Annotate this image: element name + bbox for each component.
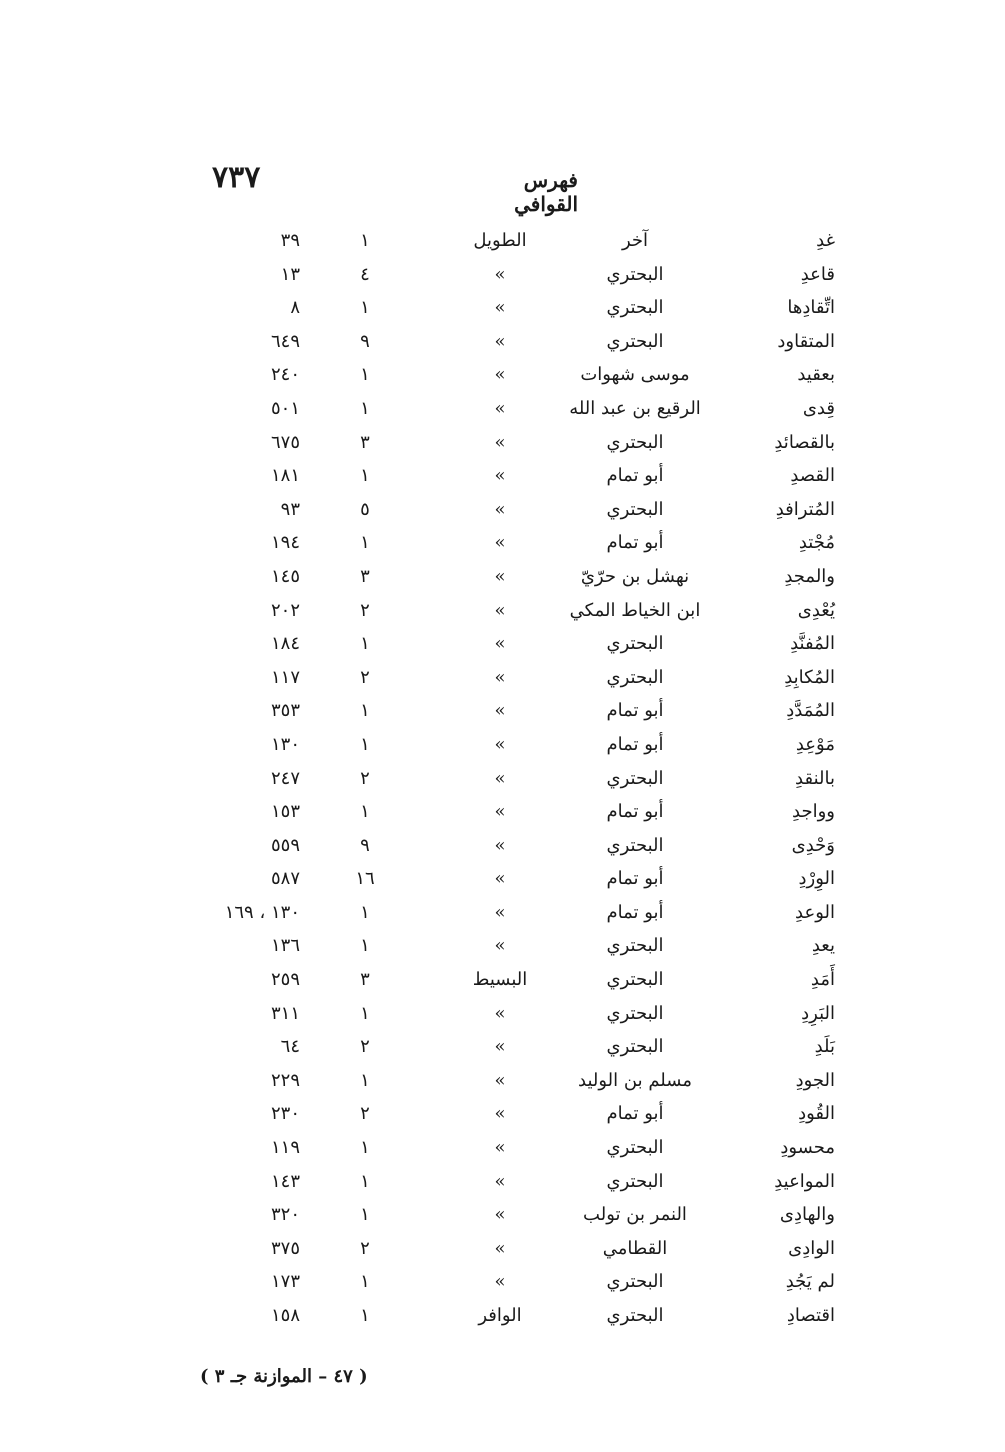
count-cell: ١٦ bbox=[355, 868, 375, 890]
meter-cell: » bbox=[494, 263, 506, 285]
count-cell: ٥ bbox=[360, 498, 370, 520]
page-cell: ٢٤٧ bbox=[270, 767, 300, 789]
meter-cell: » bbox=[494, 666, 506, 688]
meter-cell: الطويل bbox=[473, 230, 527, 251]
meter-cell: » bbox=[494, 297, 506, 319]
table-row bbox=[0, 562, 1005, 596]
meter-cell: » bbox=[494, 498, 506, 520]
table-row bbox=[0, 629, 1005, 663]
page-cell: ١٣٠ ، ١٦٩ bbox=[224, 901, 300, 923]
poet-cell: البحتري bbox=[606, 1036, 664, 1058]
table-row bbox=[0, 965, 1005, 999]
page-title: فهرس القوافي bbox=[514, 168, 578, 216]
meter-cell: » bbox=[494, 1237, 506, 1259]
count-cell: ١ bbox=[360, 1170, 370, 1192]
count-cell: ١ bbox=[360, 901, 370, 923]
poet-cell: البحتري bbox=[606, 767, 664, 789]
page-cell: ٢٠٢ bbox=[270, 599, 300, 621]
table-row bbox=[0, 1167, 1005, 1201]
page-cell: ٣٢٠ bbox=[270, 1204, 300, 1226]
page-cell: ٩٣ bbox=[280, 498, 300, 520]
poet-cell: أبو تمام bbox=[606, 700, 664, 722]
poet-cell: أبو تمام bbox=[606, 801, 664, 823]
poet-cell: البحتري bbox=[606, 330, 664, 352]
table-row bbox=[0, 898, 1005, 932]
page-cell: ١٥٣ bbox=[270, 801, 300, 823]
meter-cell: » bbox=[494, 801, 506, 823]
poet-cell: نهشل بن حرّيّ bbox=[580, 565, 690, 587]
rhyme-cell: بالنقدِ bbox=[795, 767, 835, 789]
meter-cell: » bbox=[494, 700, 506, 722]
page-cell: ٦٧٥ bbox=[270, 431, 300, 453]
table-row bbox=[0, 764, 1005, 798]
poet-cell: النمر بن تولب bbox=[583, 1204, 687, 1226]
meter-cell: » bbox=[494, 868, 506, 890]
page-cell: ١٤٣ bbox=[270, 1170, 300, 1192]
meter-cell: » bbox=[494, 1137, 506, 1159]
poet-cell: موسى شهوات bbox=[580, 364, 690, 386]
count-cell: ١ bbox=[360, 935, 370, 957]
footer-signature: ( ٤٧ – الموازنة جـ ٣ ) bbox=[200, 1366, 368, 1387]
table-row bbox=[0, 428, 1005, 462]
poet-cell: البحتري bbox=[606, 297, 664, 319]
table-row bbox=[0, 831, 1005, 865]
rhyme-cell: أَمَدِ bbox=[810, 969, 835, 991]
rhyme-cell: يُعْدِى bbox=[797, 599, 835, 621]
poet-cell: القطامي bbox=[602, 1237, 668, 1259]
table-row bbox=[0, 696, 1005, 730]
table-row bbox=[0, 226, 1005, 260]
page-cell: ٣٥٣ bbox=[270, 700, 300, 722]
meter-cell: » bbox=[494, 532, 506, 554]
meter-cell: » bbox=[494, 834, 506, 856]
table-row bbox=[0, 360, 1005, 394]
rhyme-cell: مُجْتدِ bbox=[798, 532, 835, 554]
meter-cell: » bbox=[494, 364, 506, 386]
rhyme-cell: اقتصادِ bbox=[786, 1305, 835, 1326]
poet-cell: أبو تمام bbox=[606, 1103, 664, 1125]
count-cell: ١ bbox=[360, 230, 370, 251]
count-cell: ٢ bbox=[360, 1103, 370, 1125]
rhyme-cell: المُترافدِ bbox=[775, 498, 835, 520]
meter-cell: » bbox=[494, 431, 506, 453]
page-cell: ٣١١ bbox=[270, 1002, 300, 1024]
rhyme-cell: القُودِ bbox=[798, 1103, 835, 1125]
meter-cell: الوافر bbox=[478, 1305, 522, 1326]
meter-cell: » bbox=[494, 1002, 506, 1024]
meter-cell: » bbox=[494, 767, 506, 789]
table-row bbox=[0, 797, 1005, 831]
count-cell: ١ bbox=[360, 364, 370, 386]
rhyme-cell: والمجدِ bbox=[784, 565, 835, 587]
count-cell: ٢ bbox=[360, 1036, 370, 1058]
rhyme-cell: غدِ bbox=[816, 230, 835, 251]
meter-cell: » bbox=[494, 1036, 506, 1058]
rhyme-cell: مَوْعِدِ bbox=[795, 733, 835, 755]
page-cell: ١١٧ bbox=[270, 666, 300, 688]
rhyme-cell: بعقيد bbox=[797, 364, 835, 386]
meter-cell: » bbox=[494, 1170, 506, 1192]
table-row bbox=[0, 1032, 1005, 1066]
table-row bbox=[0, 1301, 1005, 1335]
meter-cell: » bbox=[494, 1069, 506, 1091]
table-row bbox=[0, 1133, 1005, 1167]
meter-cell: البسيط bbox=[472, 969, 528, 991]
table-row bbox=[0, 864, 1005, 898]
count-cell: ١ bbox=[360, 1204, 370, 1226]
page-cell: ١١٩ bbox=[270, 1137, 300, 1159]
meter-cell: » bbox=[494, 935, 506, 957]
count-cell: ١ bbox=[360, 1271, 370, 1293]
rhyme-cell: يعدِ bbox=[811, 935, 835, 957]
meter-cell: » bbox=[494, 565, 506, 587]
meter-cell: » bbox=[494, 633, 506, 655]
meter-cell: » bbox=[494, 1103, 506, 1125]
count-cell: ١ bbox=[360, 801, 370, 823]
page-cell: ١٣٦ bbox=[270, 935, 300, 957]
poet-cell: البحتري bbox=[606, 431, 664, 453]
page-cell: ١٣٠ bbox=[270, 733, 300, 755]
table-row bbox=[0, 394, 1005, 428]
meter-cell: » bbox=[494, 1204, 506, 1226]
table-row bbox=[0, 461, 1005, 495]
rhyme-cell: وواجدِ bbox=[792, 801, 835, 823]
rhyme-cell: لم يَجُدِ bbox=[785, 1271, 835, 1293]
poet-cell: أبو تمام bbox=[606, 901, 664, 923]
meter-cell: » bbox=[494, 397, 506, 419]
count-cell: ٩ bbox=[360, 330, 370, 352]
count-cell: ٢ bbox=[360, 767, 370, 789]
table-row bbox=[0, 495, 1005, 529]
page-cell: ١٨١ bbox=[270, 465, 300, 487]
rhyme-cell: المُفنَّدِ bbox=[790, 633, 835, 655]
meter-cell: » bbox=[494, 599, 506, 621]
poet-cell: أبو تمام bbox=[606, 465, 664, 487]
page-cell: ٨ bbox=[290, 297, 300, 319]
count-cell: ١ bbox=[360, 532, 370, 554]
table-row bbox=[0, 663, 1005, 697]
poet-cell: أبو تمام bbox=[606, 868, 664, 890]
table-row bbox=[0, 931, 1005, 965]
poet-cell: البحتري bbox=[606, 263, 664, 285]
poet-cell: أبو تمام bbox=[606, 733, 664, 755]
rhyme-cell: بالقصائدِ bbox=[774, 431, 835, 453]
table-row bbox=[0, 293, 1005, 327]
poet-cell: البحتري bbox=[606, 1137, 664, 1159]
rhyme-cell: المُكابِدِ bbox=[784, 666, 835, 688]
page-cell: ١٩٤ bbox=[270, 532, 300, 554]
poet-cell: البحتري bbox=[606, 834, 664, 856]
table-row bbox=[0, 1066, 1005, 1100]
page-cell: ٥٠١ bbox=[270, 397, 300, 419]
table-row bbox=[0, 596, 1005, 630]
count-cell: ٢ bbox=[360, 599, 370, 621]
page-cell: ٦٤ bbox=[280, 1036, 300, 1058]
poet-cell: البحتري bbox=[606, 1002, 664, 1024]
count-cell: ١ bbox=[360, 1002, 370, 1024]
rhyme-cell: الجودِ bbox=[795, 1069, 835, 1091]
page-cell: ١٨٤ bbox=[270, 633, 300, 655]
meter-cell: » bbox=[494, 465, 506, 487]
page-cell: ٦٤٩ bbox=[270, 330, 300, 352]
table-row bbox=[0, 999, 1005, 1033]
poet-cell: البحتري bbox=[606, 498, 664, 520]
table-row bbox=[0, 1267, 1005, 1301]
poet-cell: البحتري bbox=[606, 1170, 664, 1192]
page-cell: ٢٤٠ bbox=[270, 364, 300, 386]
count-cell: ٢ bbox=[360, 1237, 370, 1259]
rhyme-cell: المواعيدِ bbox=[774, 1170, 835, 1192]
meter-cell: » bbox=[494, 1271, 506, 1293]
page-cell: ٢٢٩ bbox=[270, 1069, 300, 1091]
count-cell: ٩ bbox=[360, 834, 370, 856]
page-cell: ١٧٣ bbox=[270, 1271, 300, 1293]
poet-cell: مسلم بن الوليد bbox=[578, 1069, 692, 1091]
count-cell: ٣ bbox=[360, 565, 370, 587]
count-cell: ١ bbox=[360, 397, 370, 419]
poet-cell: البحتري bbox=[606, 935, 664, 957]
poet-cell: الرقيع بن عبد الله bbox=[569, 397, 701, 419]
page-cell: ١٣ bbox=[280, 263, 300, 285]
count-cell: ١ bbox=[360, 1305, 370, 1326]
poet-cell: البحتري bbox=[606, 666, 664, 688]
table-row bbox=[0, 260, 1005, 294]
page-cell: ٥٨٧ bbox=[270, 868, 300, 890]
rhyme-cell: القصدِ bbox=[790, 465, 835, 487]
poet-cell: ابن الخياط المكي bbox=[569, 599, 701, 621]
page-cell: ٣٧٥ bbox=[270, 1237, 300, 1259]
page-cell: ٢٥٩ bbox=[270, 969, 300, 991]
poet-cell: البحتري bbox=[606, 633, 664, 655]
count-cell: ١ bbox=[360, 297, 370, 319]
rhyme-cell: وَحْدِى bbox=[791, 834, 835, 856]
page-cell: ٣٩ bbox=[280, 230, 300, 251]
poet-cell: البحتري bbox=[606, 1305, 664, 1326]
poet-cell: أبو تمام bbox=[606, 532, 664, 554]
rhyme-index-table bbox=[0, 226, 1005, 1335]
count-cell: ١ bbox=[360, 700, 370, 722]
count-cell: ١ bbox=[360, 733, 370, 755]
table-row bbox=[0, 327, 1005, 361]
count-cell: ١ bbox=[360, 465, 370, 487]
rhyme-cell: الوعدِ bbox=[795, 901, 835, 923]
rhyme-cell: المتقاود bbox=[777, 330, 835, 352]
table-row bbox=[0, 1099, 1005, 1133]
count-cell: ١ bbox=[360, 1137, 370, 1159]
meter-cell: » bbox=[494, 330, 506, 352]
table-row bbox=[0, 730, 1005, 764]
poet-cell: البحتري bbox=[606, 969, 664, 991]
rhyme-cell: والهادِى bbox=[779, 1204, 835, 1226]
poet-cell: البحتري bbox=[606, 1271, 664, 1293]
meter-cell: » bbox=[494, 901, 506, 923]
rhyme-cell: محسودِ bbox=[780, 1137, 835, 1159]
rhyme-cell: المُمَدَّدِ bbox=[786, 700, 835, 722]
rhyme-cell: قاعدِ bbox=[800, 263, 835, 285]
page-cell: ٥٥٩ bbox=[270, 834, 300, 856]
table-row bbox=[0, 528, 1005, 562]
meter-cell: » bbox=[494, 733, 506, 755]
count-cell: ١ bbox=[360, 1069, 370, 1091]
rhyme-cell: اتِّقادِها bbox=[787, 297, 835, 319]
poet-cell: آخر bbox=[621, 230, 649, 251]
page-cell: ١٥٨ bbox=[270, 1305, 300, 1326]
count-cell: ٣ bbox=[360, 969, 370, 991]
rhyme-cell: الوادِى bbox=[788, 1237, 835, 1259]
table-row bbox=[0, 1200, 1005, 1234]
rhyme-cell: قِدى bbox=[802, 397, 835, 419]
count-cell: ٢ bbox=[360, 666, 370, 688]
page-number: ٧٣٧ bbox=[212, 160, 261, 195]
count-cell: ١ bbox=[360, 633, 370, 655]
page-cell: ٢٣٠ bbox=[270, 1103, 300, 1125]
page-cell: ١٤٥ bbox=[270, 565, 300, 587]
count-cell: ٣ bbox=[360, 431, 370, 453]
table-row bbox=[0, 1234, 1005, 1268]
rhyme-cell: البَرِدِ bbox=[801, 1002, 835, 1024]
count-cell: ٤ bbox=[360, 263, 370, 285]
rhyme-cell: الوِرْدِ bbox=[798, 868, 835, 890]
rhyme-cell: بَلَدِ bbox=[814, 1036, 835, 1058]
